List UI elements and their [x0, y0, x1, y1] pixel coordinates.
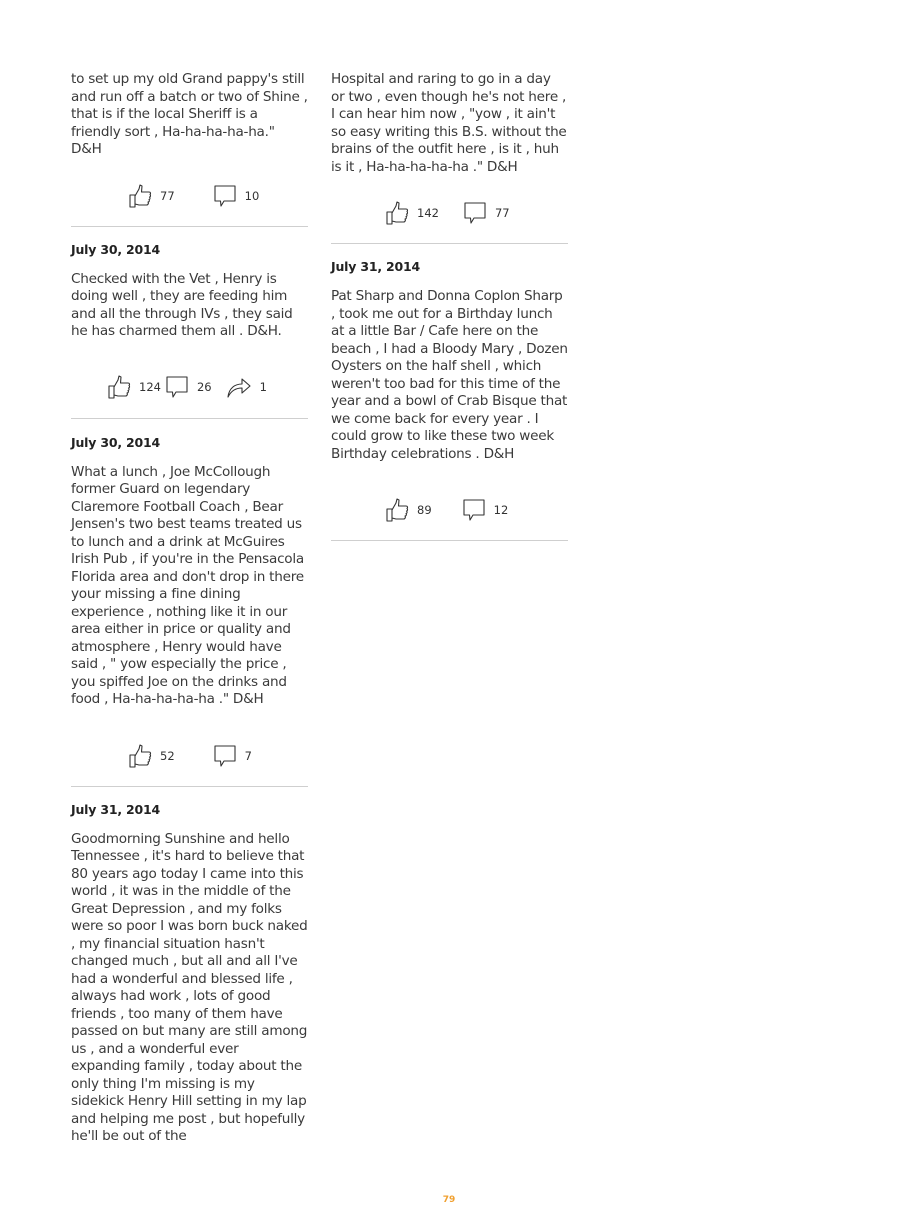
post-text: Checked with the Vet , Henry is doing well , they are feeding him and all the through IVs , they said he has charmed them all . D&H. — [71, 270, 293, 339]
thumbs-up-icon — [107, 375, 131, 399]
post-actions — [331, 198, 568, 228]
thumbs-up-icon — [385, 498, 409, 522]
like-button[interactable] — [128, 184, 175, 208]
post-divider — [331, 243, 568, 244]
comment-button[interactable] — [463, 201, 510, 225]
comment-icon — [213, 184, 237, 208]
post-date: July 31, 2014 — [331, 259, 421, 274]
post-text: Hospital and raring to go in a day or two , even though he's not here , I can hear him now , "yow , it ain't so easy writing this B.S. without the brains of the outfit here , is it , huh is it , Ha-ha-ha-ha-ha ." D&H — [331, 71, 567, 175]
thumbs-up-icon — [128, 744, 152, 768]
thumbs-up-icon — [385, 201, 409, 225]
left-column — [71, 71, 308, 1146]
comment-icon — [462, 498, 486, 522]
post-date: July 30, 2014 — [71, 241, 161, 257]
post-actions — [71, 372, 308, 402]
post — [71, 802, 308, 1146]
like-button[interactable] — [128, 744, 175, 768]
post — [71, 435, 308, 787]
like-count: 142 — [417, 206, 439, 220]
post — [331, 71, 568, 244]
comment-count: 26 — [196, 379, 212, 394]
post-text: Goodmorning Sunshine and hello Tennessee , it's hard to believe that 80 years ago today I came into this world , it was in the middle of the Great Depression , and my folks were so poor I was born buck naked , my financial situation hasn't changed much , but all and all I've had a wonderful and blessed life , always had work , lots of good friends , too many of them have passed on but many are still among us , and a wonderful ever expanding family , today about the only thing I'm missing is my sidekick Henry Hill setting in my lap and helping me post , but hopefully he'll be out of the — [71, 830, 308, 1144]
post-actions — [71, 741, 308, 771]
post-divider — [71, 786, 308, 787]
comment-icon — [463, 201, 487, 225]
comment-count: 10 — [244, 188, 260, 203]
share-arrow-icon — [226, 375, 252, 399]
comment-count: 77 — [494, 206, 510, 220]
post-divider — [71, 226, 308, 227]
like-count: 52 — [160, 748, 175, 763]
post-divider — [331, 540, 568, 541]
comment-button[interactable] — [462, 498, 509, 522]
post — [71, 71, 308, 227]
like-button[interactable] — [385, 201, 439, 225]
post-divider — [71, 418, 308, 419]
like-count: 124 — [139, 379, 161, 394]
page-number: 79 — [442, 1195, 456, 1205]
thumbs-up-icon — [128, 184, 152, 208]
comment-button[interactable] — [165, 375, 212, 399]
share-count: 1 — [259, 379, 267, 394]
post — [331, 259, 568, 541]
like-count: 77 — [160, 188, 175, 203]
like-count: 89 — [417, 503, 432, 517]
post-text: What a lunch , Joe McCollough former Guard on legendary Claremore Football Coach , Bear Jensen's two best teams treated us to lunch and a drink at McGuires Irish Pub , if you're in the Pensacola Florida area and don't drop in there your missing a fine dining experience , nothing like it in our area either in price or quality and atmosphere , Henry would have said , " yow especially the price , you spiffed Joe on the drinks and food , Ha-ha-ha-ha-ha ." D&H — [71, 463, 304, 707]
comment-icon — [165, 375, 189, 399]
like-button[interactable] — [385, 498, 432, 522]
like-button[interactable] — [107, 375, 161, 399]
right-column — [331, 71, 568, 541]
comment-button[interactable] — [213, 744, 252, 768]
comment-button[interactable] — [213, 184, 260, 208]
post-date: July 31, 2014 — [71, 801, 161, 817]
share-button[interactable] — [226, 375, 267, 399]
comment-count: 7 — [244, 748, 252, 763]
post-text: Pat Sharp and Donna Coplon Sharp , took me out for a Birthday lunch at a little Bar / Cafe here on the beach , I had a Bloody Mary , Dozen Oysters on the half shell , which weren't too bad for this time of the year and a bowl of Crab Bisque that we come back for every year . I could grow to like these two week Birthday celebrations . D&H — [331, 288, 568, 462]
comment-icon — [213, 744, 237, 768]
post-actions — [71, 181, 308, 211]
post-date: July 30, 2014 — [71, 434, 161, 450]
post-actions — [331, 495, 568, 525]
post — [71, 242, 308, 419]
comment-count: 12 — [493, 503, 509, 517]
post-text: to set up my old Grand pappy's still and run off a batch or two of Shine , that is if the local Sheriff is a friendly sort , Ha-ha-ha-ha-ha." D&H — [71, 71, 308, 157]
